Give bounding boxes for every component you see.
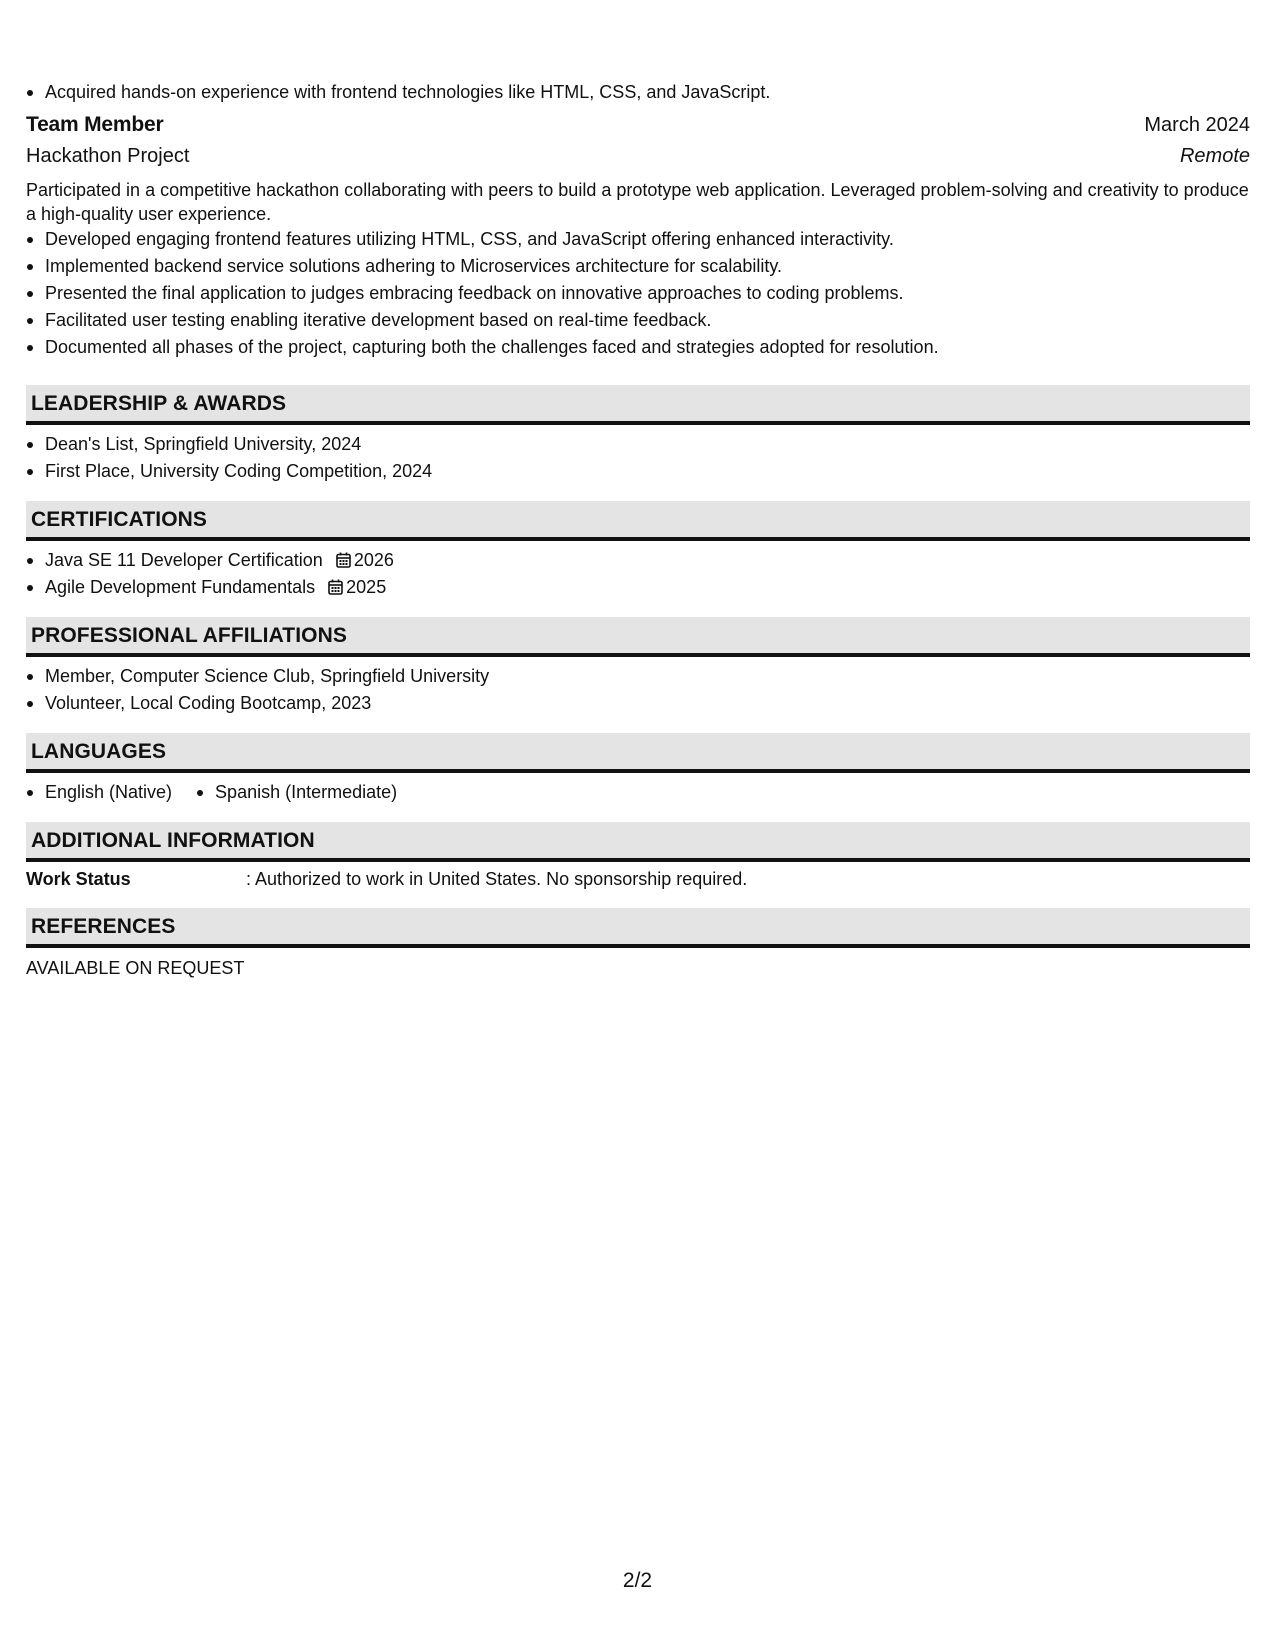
section-heading-leadership [26, 385, 1250, 425]
section-title: LEADERSHIP & AWARDS [31, 392, 287, 415]
job-description: Participated in a competitive hackathon collaborating with peers to build a prototype web application. Leveraged problem-solving and creativity to produce a high-quality user experience. [26, 180, 1249, 224]
job-bullets [26, 226, 1250, 361]
page-number: 2/2 [622, 1569, 653, 1592]
list-item: Facilitated user testing enabling iterative development based on real-time feedback. [26, 307, 1250, 334]
experience-entry [26, 110, 1250, 361]
list-item: Implemented backend service solutions adhering to Microservices architecture for scalability. [26, 253, 1250, 280]
work-status-value: : Authorized to work in United States. No sponsorship required. [246, 869, 748, 889]
list-item: Member, Computer Science Club, Springfield University [26, 663, 1250, 690]
leadership-list [26, 431, 1250, 485]
list-item: First Place, University Coding Competition, 2024 [26, 458, 1250, 485]
section-title: ADDITIONAL INFORMATION [31, 829, 315, 852]
section-title: REFERENCES [31, 915, 176, 938]
certification-item [26, 574, 1250, 601]
section-title: CERTIFICATIONS [31, 508, 208, 531]
language-item: Spanish (Intermediate) [196, 779, 397, 806]
list-item: Developed engaging frontend features utilizing HTML, CSS, and JavaScript offering enhanced interactivity. [26, 226, 1250, 253]
calendar-icon [336, 552, 351, 568]
language-item: English (Native) [26, 779, 172, 806]
job-location: Remote [1179, 145, 1250, 167]
languages-list [26, 779, 1250, 806]
calendar-icon [328, 579, 343, 595]
previous-job-bullets [26, 79, 1250, 106]
list-item: Presented the final application to judges embracing feedback on innovative approaches to coding problems. [26, 280, 1250, 307]
section-heading-certifications [26, 501, 1250, 541]
list-item: Acquired hands-on experience with frontend technologies like HTML, CSS, and JavaScript. [26, 79, 1250, 106]
job-organization: Hackathon Project [26, 145, 190, 167]
section-heading-additional-information [26, 822, 1250, 862]
certification-year: 2025 [346, 577, 387, 597]
list-item: Volunteer, Local Coding Bootcamp, 2023 [26, 690, 1250, 717]
section-heading-languages [26, 733, 1250, 773]
certification-name: Java SE 11 Developer Certification [45, 550, 323, 570]
list-item: Dean's List, Springfield University, 2024 [26, 431, 1250, 458]
references-text: AVAILABLE ON REQUEST [26, 958, 245, 978]
section-title: LANGUAGES [31, 740, 167, 763]
affiliations-list [26, 663, 1250, 717]
section-heading-references [26, 908, 1250, 948]
section-title: PROFESSIONAL AFFILIATIONS [31, 624, 347, 647]
certification-year: 2026 [353, 550, 394, 570]
section-heading-affiliations [26, 617, 1250, 657]
certification-name: Agile Development Fundamentals [45, 577, 316, 597]
work-status-label: Work Status [26, 869, 131, 889]
job-title: Team Member [26, 113, 164, 136]
certifications-list [26, 547, 1250, 601]
job-date: March 2024 [1144, 114, 1250, 136]
list-item: Documented all phases of the project, capturing both the challenges faced and strategies adopted for resolution. [26, 334, 1250, 361]
certification-item [26, 547, 1250, 574]
